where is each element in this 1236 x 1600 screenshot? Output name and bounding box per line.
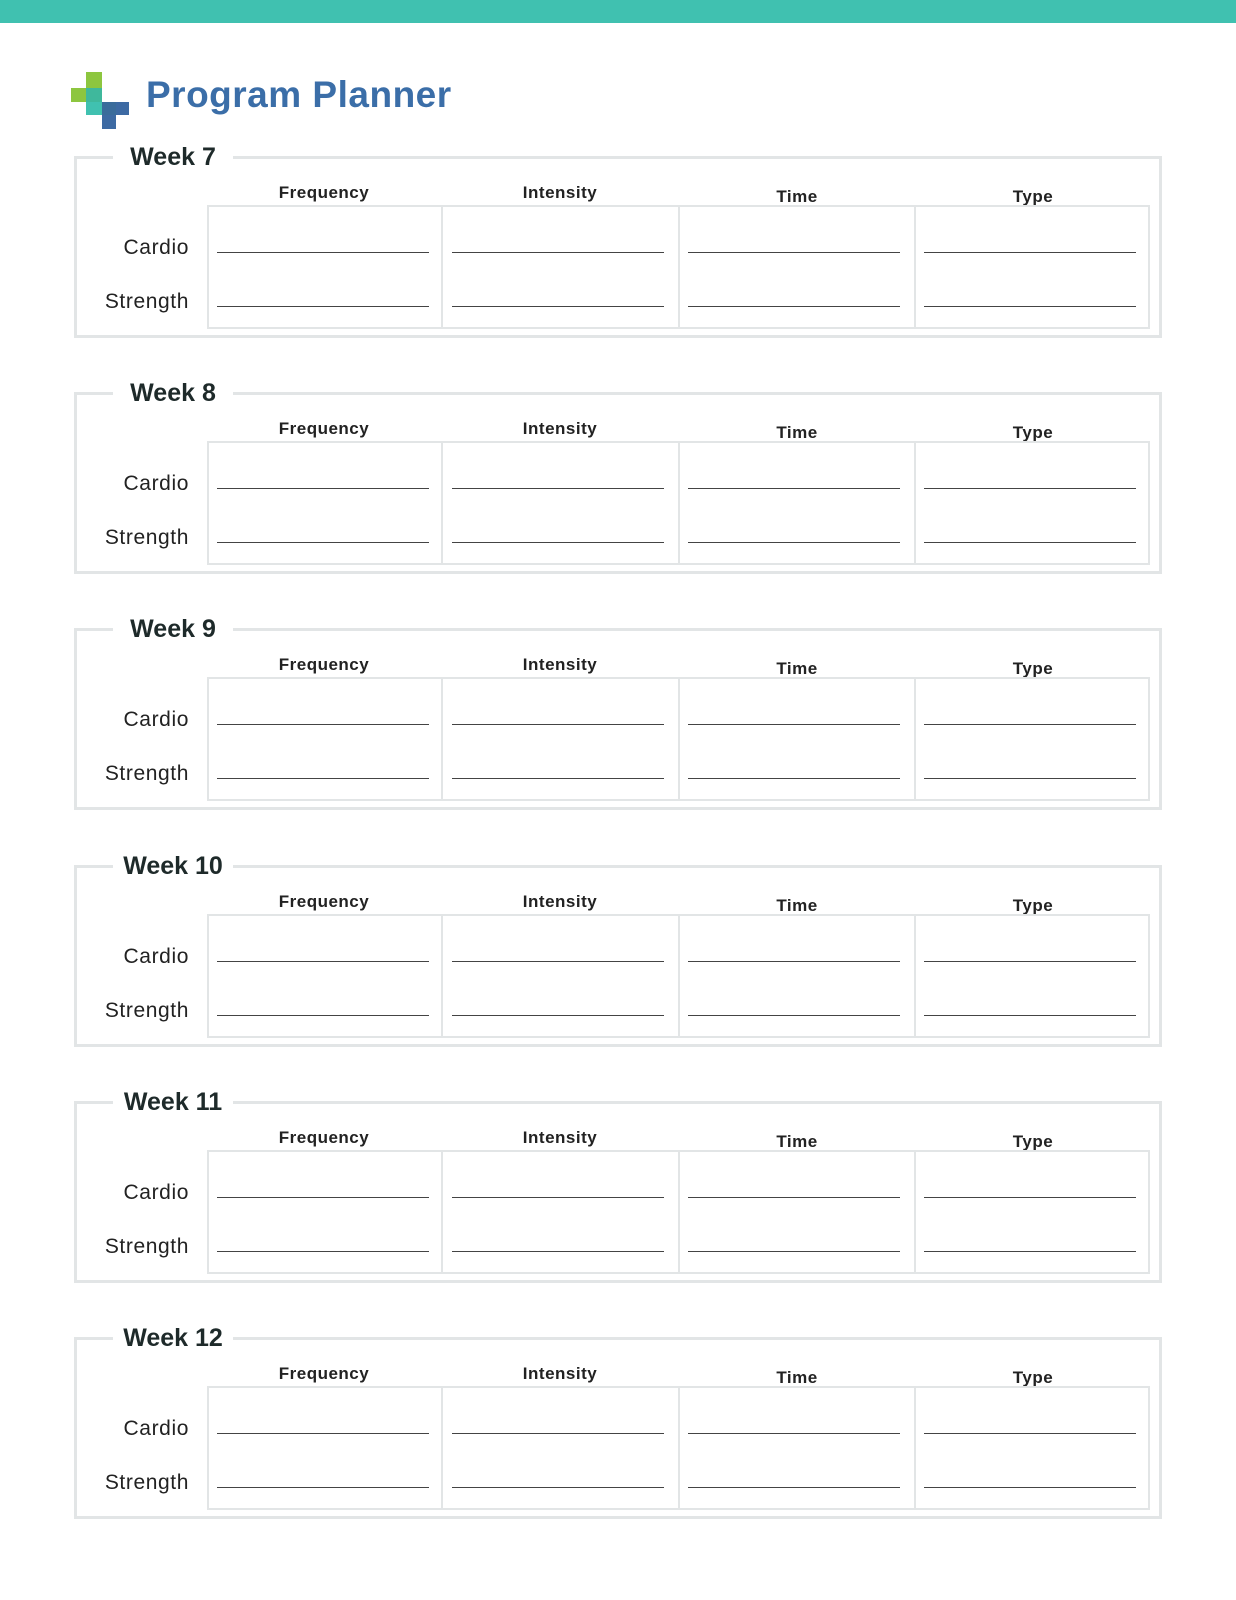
column-divider — [678, 1152, 680, 1272]
row-label-cardio: Cardio — [123, 472, 189, 495]
write-in-line-strength-intensity[interactable] — [452, 1015, 664, 1016]
write-in-line-strength-intensity[interactable] — [452, 1487, 664, 1488]
column-header-type: Type — [1012, 1132, 1054, 1151]
column-header-time: Time — [776, 423, 818, 442]
write-in-line-strength-type[interactable] — [924, 1251, 1136, 1252]
column-divider — [914, 443, 916, 563]
write-in-line-strength-time[interactable] — [688, 1251, 900, 1252]
write-in-line-strength-frequency[interactable] — [217, 542, 429, 543]
write-in-line-cardio-type[interactable] — [924, 1197, 1136, 1198]
week-title: Week 7 — [113, 142, 233, 172]
column-header-intensity: Intensity — [522, 655, 598, 674]
column-divider — [914, 916, 916, 1036]
week-title: Week 9 — [113, 614, 233, 644]
column-header-time: Time — [776, 896, 818, 915]
column-divider — [441, 443, 443, 563]
entry-grid — [207, 1150, 1150, 1274]
row-label-cardio: Cardio — [123, 236, 189, 259]
column-divider — [914, 679, 916, 799]
write-in-line-cardio-type[interactable] — [924, 724, 1136, 725]
row-label-strength: Strength — [104, 1235, 189, 1258]
write-in-line-strength-frequency[interactable] — [217, 1487, 429, 1488]
column-header-intensity: Intensity — [522, 1364, 598, 1383]
write-in-line-cardio-intensity[interactable] — [452, 488, 664, 489]
week-title: Week 11 — [113, 1087, 233, 1117]
write-in-line-cardio-frequency[interactable] — [217, 252, 429, 253]
write-in-line-cardio-type[interactable] — [924, 488, 1136, 489]
write-in-line-strength-type[interactable] — [924, 306, 1136, 307]
row-label-cardio: Cardio — [123, 1417, 189, 1440]
entry-grid — [207, 1386, 1150, 1510]
column-header-frequency: Frequency — [278, 1128, 370, 1147]
write-in-line-cardio-frequency[interactable] — [217, 1433, 429, 1434]
row-label-strength: Strength — [104, 526, 189, 549]
week-title: Week 8 — [113, 378, 233, 408]
column-divider — [678, 679, 680, 799]
column-divider — [914, 1152, 916, 1272]
column-header-intensity: Intensity — [522, 1128, 598, 1147]
write-in-line-strength-time[interactable] — [688, 778, 900, 779]
write-in-line-strength-intensity[interactable] — [452, 1251, 664, 1252]
write-in-line-cardio-frequency[interactable] — [217, 488, 429, 489]
column-header-type: Type — [1012, 896, 1054, 915]
column-divider — [678, 207, 680, 327]
write-in-line-cardio-time[interactable] — [688, 488, 900, 489]
week-section — [74, 1088, 1162, 1283]
week-section — [74, 852, 1162, 1047]
column-header-frequency: Frequency — [278, 419, 370, 438]
write-in-line-strength-intensity[interactable] — [452, 542, 664, 543]
column-header-time: Time — [776, 1132, 818, 1151]
entry-grid — [207, 677, 1150, 801]
column-header-type: Type — [1012, 1368, 1054, 1387]
write-in-line-strength-frequency[interactable] — [217, 1015, 429, 1016]
entry-grid — [207, 914, 1150, 1038]
write-in-line-cardio-type[interactable] — [924, 1433, 1136, 1434]
write-in-line-cardio-type[interactable] — [924, 961, 1136, 962]
column-divider — [678, 1388, 680, 1508]
cross-logo-icon — [71, 72, 131, 132]
entry-grid — [207, 441, 1150, 565]
week-title: Week 12 — [113, 1323, 233, 1353]
column-divider — [441, 1152, 443, 1272]
write-in-line-strength-type[interactable] — [924, 778, 1136, 779]
week-section — [74, 379, 1162, 574]
week-title: Week 10 — [113, 851, 233, 881]
column-header-type: Type — [1012, 659, 1054, 678]
page-title: Program Planner — [146, 74, 452, 115]
write-in-line-strength-type[interactable] — [924, 542, 1136, 543]
column-divider — [441, 1388, 443, 1508]
write-in-line-strength-intensity[interactable] — [452, 778, 664, 779]
row-label-strength: Strength — [104, 290, 189, 313]
write-in-line-strength-intensity[interactable] — [452, 306, 664, 307]
write-in-line-cardio-intensity[interactable] — [452, 724, 664, 725]
column-header-frequency: Frequency — [278, 183, 370, 202]
column-header-intensity: Intensity — [522, 419, 598, 438]
column-header-frequency: Frequency — [278, 655, 370, 674]
write-in-line-cardio-frequency[interactable] — [217, 961, 429, 962]
write-in-line-strength-frequency[interactable] — [217, 778, 429, 779]
column-header-type: Type — [1012, 423, 1054, 442]
column-header-frequency: Frequency — [278, 1364, 370, 1383]
column-divider — [914, 1388, 916, 1508]
row-label-cardio: Cardio — [123, 1181, 189, 1204]
write-in-line-cardio-time[interactable] — [688, 1433, 900, 1434]
write-in-line-cardio-time[interactable] — [688, 961, 900, 962]
write-in-line-cardio-frequency[interactable] — [217, 1197, 429, 1198]
column-header-frequency: Frequency — [278, 892, 370, 911]
column-divider — [914, 207, 916, 327]
row-label-cardio: Cardio — [123, 945, 189, 968]
write-in-line-strength-frequency[interactable] — [217, 306, 429, 307]
week-section — [74, 1324, 1162, 1519]
column-divider — [441, 207, 443, 327]
write-in-line-cardio-intensity[interactable] — [452, 1433, 664, 1434]
column-divider — [678, 443, 680, 563]
write-in-line-strength-type[interactable] — [924, 1487, 1136, 1488]
write-in-line-strength-time[interactable] — [688, 1015, 900, 1016]
write-in-line-strength-time[interactable] — [688, 1487, 900, 1488]
write-in-line-strength-time[interactable] — [688, 306, 900, 307]
write-in-line-strength-time[interactable] — [688, 542, 900, 543]
top-accent-bar — [0, 0, 1236, 23]
row-label-strength: Strength — [104, 1471, 189, 1494]
write-in-line-cardio-time[interactable] — [688, 252, 900, 253]
write-in-line-cardio-intensity[interactable] — [452, 961, 664, 962]
write-in-line-strength-frequency[interactable] — [217, 1251, 429, 1252]
write-in-line-cardio-time[interactable] — [688, 724, 900, 725]
write-in-line-cardio-intensity[interactable] — [452, 1197, 664, 1198]
row-label-cardio: Cardio — [123, 708, 189, 731]
write-in-line-cardio-intensity[interactable] — [452, 252, 664, 253]
entry-grid — [207, 205, 1150, 329]
write-in-line-cardio-frequency[interactable] — [217, 724, 429, 725]
column-header-time: Time — [776, 187, 818, 206]
column-header-time: Time — [776, 1368, 818, 1387]
column-header-time: Time — [776, 659, 818, 678]
column-divider — [441, 916, 443, 1036]
column-divider — [678, 916, 680, 1036]
week-section — [74, 615, 1162, 810]
column-header-intensity: Intensity — [522, 183, 598, 202]
row-label-strength: Strength — [104, 762, 189, 785]
week-section — [74, 143, 1162, 338]
column-header-type: Type — [1012, 187, 1054, 206]
write-in-line-cardio-time[interactable] — [688, 1197, 900, 1198]
write-in-line-cardio-type[interactable] — [924, 252, 1136, 253]
write-in-line-strength-type[interactable] — [924, 1015, 1136, 1016]
row-label-strength: Strength — [104, 999, 189, 1022]
column-header-intensity: Intensity — [522, 892, 598, 911]
column-divider — [441, 679, 443, 799]
